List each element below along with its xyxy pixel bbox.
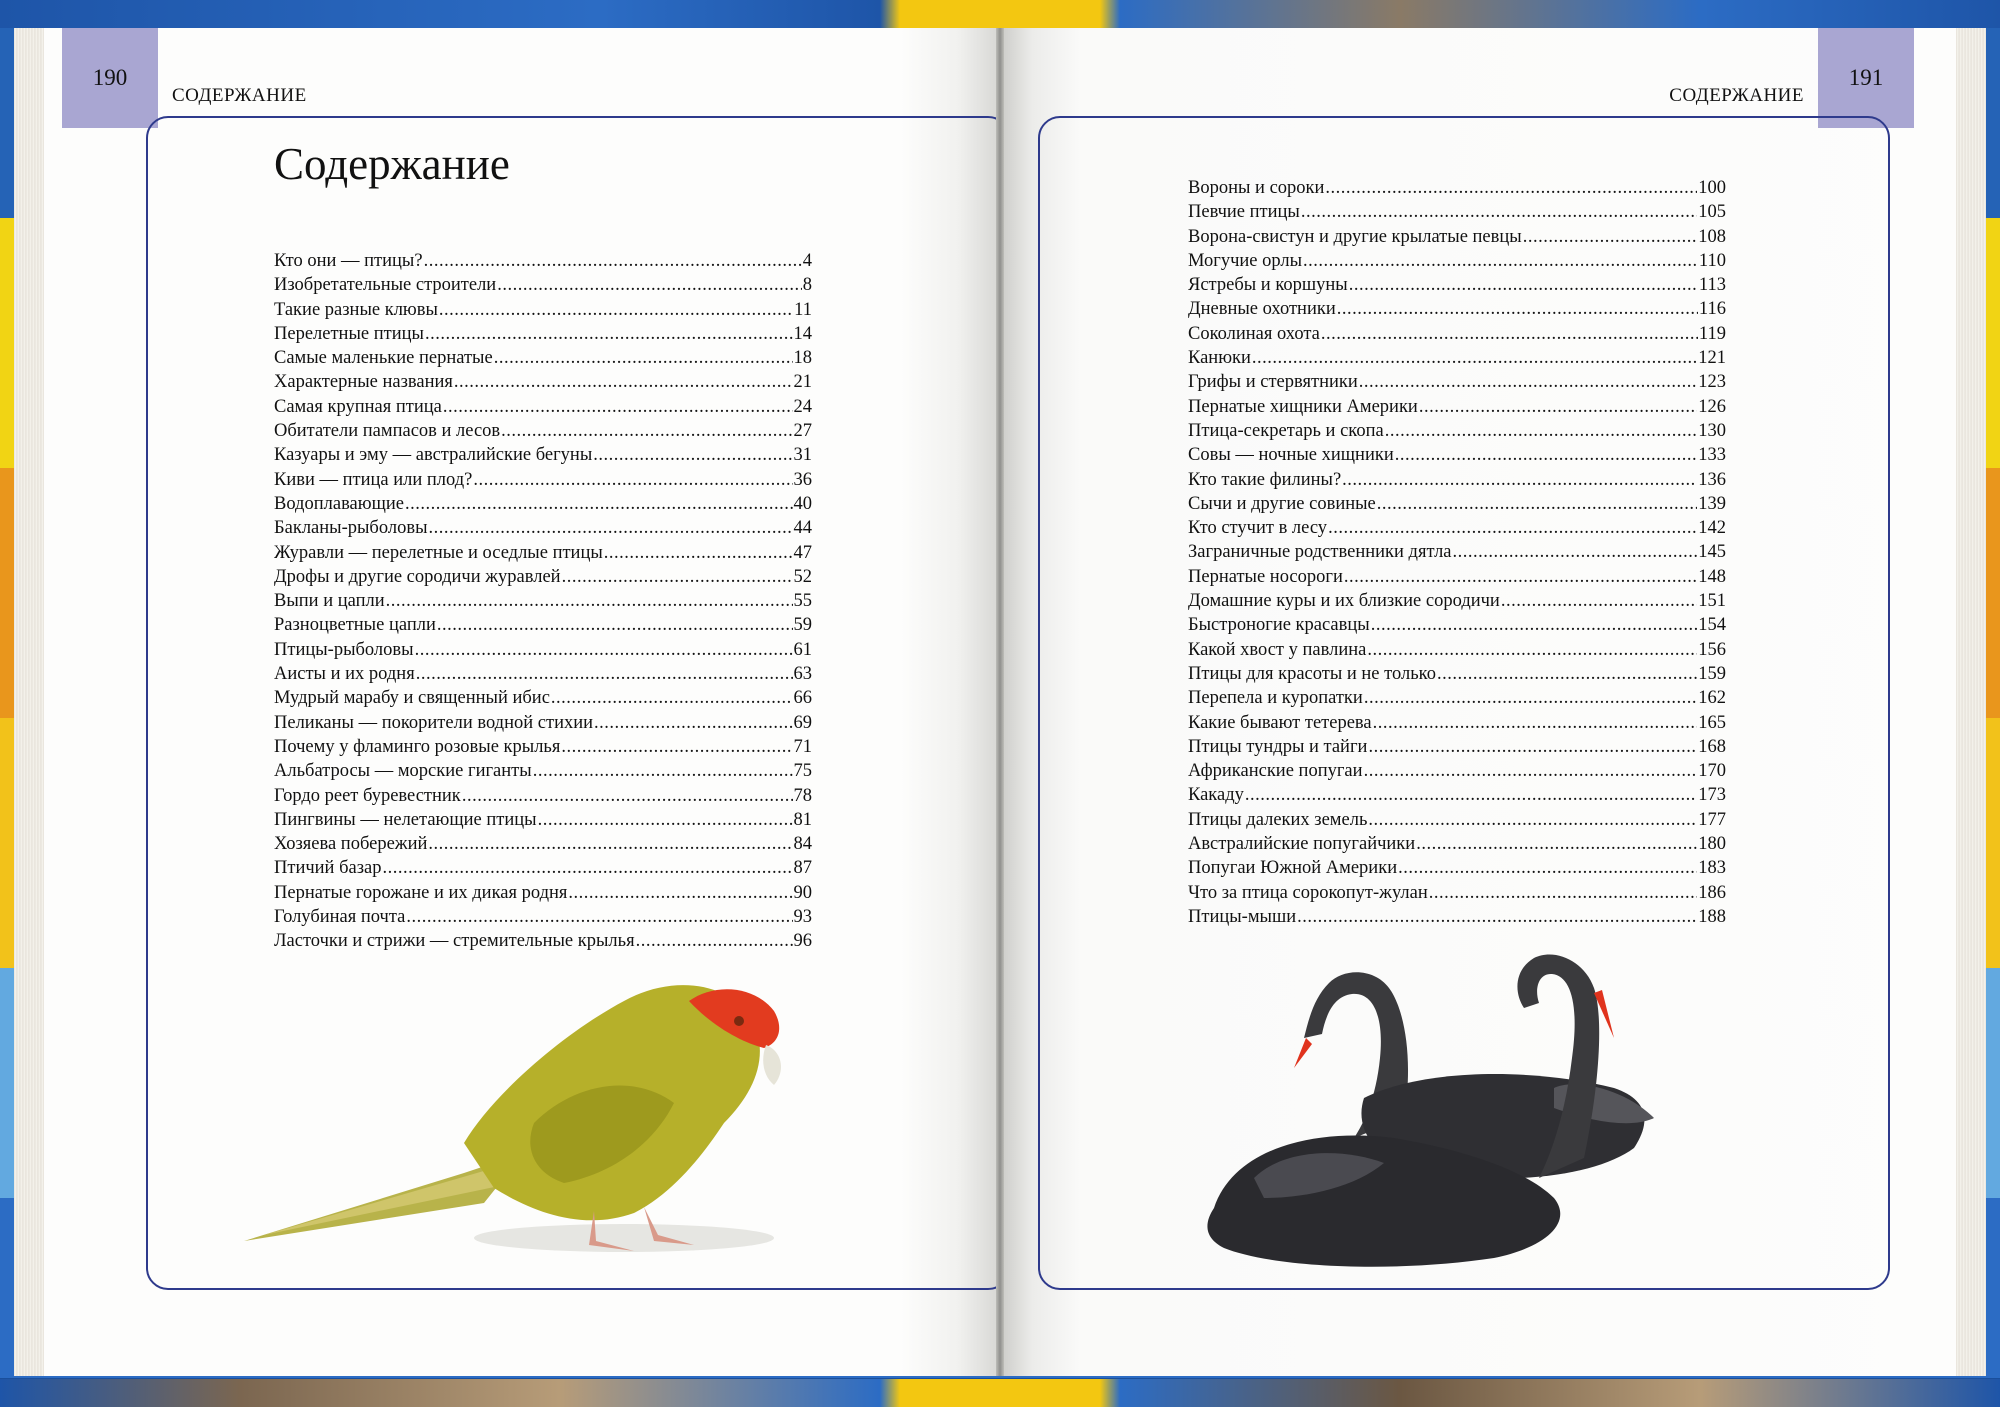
toc-entry bbox=[274, 370, 812, 394]
toc-leader-dots bbox=[497, 273, 802, 297]
toc-entry-page: 148 bbox=[1698, 566, 1726, 587]
toc-leader-dots bbox=[428, 832, 792, 856]
toc-entry-title: Попугаи Южной Америки bbox=[1188, 858, 1398, 879]
toc-entry-page: 84 bbox=[793, 834, 812, 855]
toc-entry-page: 4 bbox=[802, 251, 812, 271]
toc-entry bbox=[1188, 856, 1726, 880]
toc-entry-page: 162 bbox=[1698, 688, 1726, 709]
toc-leader-dots bbox=[473, 468, 792, 492]
toc-leader-dots bbox=[1321, 322, 1698, 346]
toc-leader-dots bbox=[1349, 273, 1698, 297]
toc-leader-dots bbox=[538, 808, 793, 832]
toc-leader-dots bbox=[1297, 905, 1697, 929]
toc-entry bbox=[274, 905, 812, 929]
toc-entry-title: Быстроногие красавцы bbox=[1188, 615, 1370, 636]
toc-list-right bbox=[1188, 176, 1726, 929]
toc-entry bbox=[274, 711, 812, 735]
parrot-illustration bbox=[234, 973, 834, 1263]
toc-entry bbox=[1188, 200, 1726, 224]
toc-entry-title: Птицы-рыболовы bbox=[274, 639, 414, 660]
toc-entry bbox=[274, 346, 812, 370]
toc-entry-title: Птица-секретарь и скопа bbox=[1188, 420, 1384, 441]
toc-entry-title: Гордо реет буревестник bbox=[274, 785, 461, 806]
toc-entry-page: 96 bbox=[793, 931, 812, 952]
toc-entry-page: 66 bbox=[793, 688, 812, 709]
toc-entry-page: 59 bbox=[793, 615, 812, 636]
toc-entry-title: Такие разные клювы bbox=[274, 299, 438, 320]
toc-entry-title: Перепела и куропатки bbox=[1188, 688, 1363, 709]
toc-entry bbox=[1188, 881, 1726, 905]
toc-entry bbox=[1188, 565, 1726, 589]
toc-leader-dots bbox=[416, 662, 793, 686]
toc-leader-dots bbox=[1398, 856, 1697, 880]
toc-entry-page: 63 bbox=[793, 664, 812, 685]
toc-entry bbox=[274, 662, 812, 686]
toc-entry-title: Мудрый марабу и священный ибис bbox=[274, 688, 550, 709]
toc-entry-page: 130 bbox=[1698, 420, 1726, 441]
toc-entry bbox=[274, 832, 812, 856]
toc-entry-page: 121 bbox=[1698, 348, 1726, 369]
toc-entry bbox=[1188, 273, 1726, 297]
toc-entry-title: Водоплавающие bbox=[274, 493, 404, 514]
toc-entry bbox=[1188, 297, 1726, 321]
toc-entry-title: Кто они — птицы? bbox=[274, 251, 423, 271]
toc-entry-title: Птичий базар bbox=[274, 858, 382, 879]
toc-entry-page: 173 bbox=[1698, 785, 1726, 806]
left-page bbox=[44, 28, 996, 1376]
toc-leader-dots bbox=[382, 856, 792, 880]
toc-leader-dots bbox=[454, 370, 793, 394]
toc-entry-title: Перелетные птицы bbox=[274, 323, 424, 344]
toc-entry-page: 71 bbox=[793, 736, 812, 757]
toc-entry bbox=[274, 492, 812, 516]
toc-entry bbox=[274, 395, 812, 419]
toc-entry bbox=[274, 808, 812, 832]
toc-leader-dots bbox=[1245, 783, 1697, 807]
toc-entry-page: 165 bbox=[1698, 712, 1726, 733]
toc-entry-page: 47 bbox=[793, 542, 812, 563]
toc-leader-dots bbox=[1359, 370, 1697, 394]
toc-entry bbox=[1188, 735, 1726, 759]
toc-leader-dots bbox=[1416, 832, 1697, 856]
page-number-tab-right bbox=[1818, 28, 1914, 128]
toc-leader-dots bbox=[1252, 346, 1697, 370]
page-number-tab-left bbox=[62, 28, 158, 128]
book-gutter bbox=[996, 28, 1004, 1376]
toc-leader-dots bbox=[1342, 468, 1697, 492]
toc-entry-page: 123 bbox=[1698, 372, 1726, 393]
toc-leader-dots bbox=[443, 395, 793, 419]
toc-entry-title: Дневные охотники bbox=[1188, 299, 1336, 320]
toc-entry-title: Бакланы-рыболовы bbox=[274, 518, 428, 539]
toc-leader-dots bbox=[1303, 249, 1698, 273]
toc-leader-dots bbox=[594, 711, 792, 735]
running-head-left: СОДЕРЖАНИЕ bbox=[172, 85, 307, 106]
toc-entry-title: Что за птица сорокопут-жулан bbox=[1188, 882, 1428, 903]
toc-leader-dots bbox=[405, 492, 793, 516]
toc-entry bbox=[1188, 662, 1726, 686]
toc-leader-dots bbox=[1368, 735, 1697, 759]
toc-entry-page: 110 bbox=[1698, 250, 1726, 271]
toc-entry bbox=[274, 929, 812, 953]
toc-leader-dots bbox=[424, 249, 802, 273]
toc-entry bbox=[1188, 322, 1726, 346]
toc-entry-page: 136 bbox=[1698, 469, 1726, 490]
toc-entry-title: Птицы далеких земель bbox=[1188, 809, 1368, 830]
toc-entry-title: Какой хвост у павлина bbox=[1188, 639, 1367, 660]
toc-entry-title: Киви — птица или плод? bbox=[274, 469, 473, 490]
toc-entry-title: Голубиная почта bbox=[274, 907, 406, 928]
toc-entry-title: Африканские попугаи bbox=[1188, 761, 1363, 782]
toc-entry bbox=[1188, 443, 1726, 467]
toc-entry bbox=[1188, 638, 1726, 662]
toc-leader-dots bbox=[1368, 808, 1697, 832]
toc-entry-page: 188 bbox=[1698, 906, 1726, 927]
toc-entry-page: 119 bbox=[1698, 323, 1726, 344]
toc-entry-title: Альбатросы — морские гиганты bbox=[274, 761, 532, 782]
toc-leader-dots bbox=[604, 541, 793, 565]
toc-entry-page: 133 bbox=[1698, 445, 1726, 466]
toc-entry-title: Канюки bbox=[1188, 348, 1251, 369]
toc-entry-title: Певчие птицы bbox=[1188, 202, 1300, 223]
toc-leader-dots bbox=[561, 735, 792, 759]
page-block-edge-left bbox=[14, 28, 44, 1376]
toc-leader-dots bbox=[406, 905, 792, 929]
toc-entry-page: 139 bbox=[1698, 493, 1726, 514]
toc-entry bbox=[274, 298, 812, 322]
toc-leader-dots bbox=[1437, 662, 1697, 686]
toc-entry-page: 156 bbox=[1698, 639, 1726, 660]
toc-leader-dots bbox=[1429, 881, 1698, 905]
toc-entry bbox=[274, 784, 812, 808]
toc-entry-title: Пингвины — нелетающие птицы bbox=[274, 809, 537, 830]
toc-entry bbox=[1188, 808, 1726, 832]
toc-entry-title: Ласточки и стрижи — стремительные крылья bbox=[274, 931, 635, 952]
toc-entry bbox=[1188, 395, 1726, 419]
toc-entry bbox=[274, 322, 812, 346]
toc-entry-page: 14 bbox=[793, 323, 812, 344]
toc-entry-page: 11 bbox=[794, 299, 812, 320]
toc-entry-title: Ворона-свистун и другие крылатые певцы bbox=[1188, 226, 1522, 247]
toc-entry-title: Кто такие филины? bbox=[1188, 469, 1342, 490]
toc-entry bbox=[274, 589, 812, 613]
toc-entry-title: Пернатые горожане и их дикая родня bbox=[274, 882, 568, 903]
toc-leader-dots bbox=[1367, 638, 1697, 662]
toc-entry bbox=[274, 759, 812, 783]
toc-entry bbox=[274, 516, 812, 540]
toc-leader-dots bbox=[501, 419, 792, 443]
toc-entry-page: 24 bbox=[793, 396, 812, 417]
toc-entry-title: Журавли — перелетные и оседлые птицы bbox=[274, 542, 603, 563]
toc-leader-dots bbox=[1523, 225, 1698, 249]
page-block-edge-right bbox=[1956, 28, 1986, 1376]
toc-entry bbox=[1188, 516, 1726, 540]
toc-entry-title: Какаду bbox=[1188, 785, 1244, 806]
toc-entry-title: Почему у фламинго розовые крылья bbox=[274, 736, 561, 757]
toc-entry-title: Какие бывают тетерева bbox=[1188, 712, 1372, 733]
toc-entry bbox=[1188, 613, 1726, 637]
toc-entry bbox=[1188, 783, 1726, 807]
toc-entry bbox=[1188, 832, 1726, 856]
right-page bbox=[1004, 28, 1956, 1376]
toc-leader-dots bbox=[462, 784, 793, 808]
toc-entry bbox=[1188, 419, 1726, 443]
toc-entry bbox=[274, 735, 812, 759]
toc-entry-title: Совы — ночные хищники bbox=[1188, 445, 1394, 466]
toc-entry bbox=[274, 419, 812, 443]
toc-entry-title: Разноцветные цапли bbox=[274, 615, 436, 636]
toc-leader-dots bbox=[415, 638, 793, 662]
toc-entry bbox=[1188, 492, 1726, 516]
toc-entry-page: 183 bbox=[1698, 858, 1726, 879]
toc-entry-title: Домашние куры и их близкие сородичи bbox=[1188, 591, 1500, 612]
toc-leader-dots bbox=[1419, 395, 1697, 419]
toc-entry bbox=[1188, 346, 1726, 370]
toc-leader-dots bbox=[1344, 565, 1697, 589]
toc-leader-dots bbox=[551, 686, 793, 710]
toc-entry-page: 27 bbox=[793, 421, 812, 442]
toc-entry-title: Пеликаны — покорители водной стихии bbox=[274, 712, 594, 733]
toc-leader-dots bbox=[1385, 419, 1698, 443]
toc-entry-page: 87 bbox=[793, 858, 812, 879]
toc-entry bbox=[1188, 759, 1726, 783]
toc-entry-page: 78 bbox=[793, 785, 812, 806]
toc-leader-dots bbox=[386, 589, 793, 613]
toc-entry-page: 180 bbox=[1698, 834, 1726, 855]
toc-entry-page: 177 bbox=[1698, 809, 1726, 830]
toc-entry-page: 40 bbox=[793, 493, 812, 514]
cover-bottom-edge bbox=[0, 1379, 2000, 1407]
toc-entry-page: 69 bbox=[793, 712, 812, 733]
toc-entry-title: Вороны и сороки bbox=[1188, 178, 1325, 198]
toc-entry-page: 75 bbox=[793, 761, 812, 782]
toc-leader-dots bbox=[1337, 297, 1698, 321]
toc-leader-dots bbox=[1364, 759, 1698, 783]
toc-entry-title: Пернатые носороги bbox=[1188, 566, 1343, 587]
toc-entry-title: Казуары и эму — австралийские бегуны bbox=[274, 445, 593, 466]
page-title: Содержание bbox=[274, 139, 510, 189]
toc-entry bbox=[1188, 176, 1726, 200]
toc-entry bbox=[274, 541, 812, 565]
toc-entry-title: Ястребы и коршуны bbox=[1188, 275, 1348, 296]
toc-entry-page: 21 bbox=[793, 372, 812, 393]
toc-entry-title: Дрофы и другие сородичи журавлей bbox=[274, 566, 561, 587]
toc-entry-page: 170 bbox=[1698, 761, 1726, 782]
toc-leader-dots bbox=[1501, 589, 1697, 613]
toc-entry-page: 145 bbox=[1698, 542, 1726, 563]
toc-leader-dots bbox=[568, 881, 792, 905]
toc-entry-page: 81 bbox=[793, 809, 812, 830]
toc-entry-page: 93 bbox=[793, 907, 812, 928]
toc-entry bbox=[274, 565, 812, 589]
toc-entry-title: Обитатели пампасов и лесов bbox=[274, 421, 501, 442]
toc-entry bbox=[1188, 540, 1726, 564]
toc-entry bbox=[1188, 589, 1726, 613]
toc-entry bbox=[274, 613, 812, 637]
toc-entry-page: 100 bbox=[1698, 178, 1726, 198]
toc-entry-page: 154 bbox=[1698, 615, 1726, 636]
toc-entry-page: 18 bbox=[793, 348, 812, 369]
toc-entry-title: Грифы и стервятники bbox=[1188, 372, 1358, 393]
toc-entry-title: Характерные названия bbox=[274, 372, 453, 393]
toc-leader-dots bbox=[593, 443, 792, 467]
toc-entry-page: 126 bbox=[1698, 396, 1726, 417]
toc-entry-page: 61 bbox=[793, 639, 812, 660]
toc-list-left bbox=[274, 249, 812, 954]
toc-leader-dots bbox=[1325, 176, 1697, 200]
toc-entry-title: Птицы тундры и тайги bbox=[1188, 736, 1368, 757]
toc-entry-page: 159 bbox=[1698, 663, 1726, 684]
black-swans-illustration bbox=[1194, 948, 1714, 1278]
toc-entry-page: 31 bbox=[793, 445, 812, 466]
toc-entry-title: Выпи и цапли bbox=[274, 591, 385, 612]
toc-entry bbox=[1188, 249, 1726, 273]
toc-leader-dots bbox=[1328, 516, 1697, 540]
toc-entry-page: 116 bbox=[1698, 299, 1726, 320]
toc-entry-title: Пернатые хищники Америки bbox=[1188, 396, 1418, 417]
toc-entry-page: 90 bbox=[793, 882, 812, 903]
toc-entry bbox=[274, 686, 812, 710]
toc-entry bbox=[274, 273, 812, 297]
toc-entry bbox=[1188, 686, 1726, 710]
toc-entry-page: 36 bbox=[793, 469, 812, 490]
toc-entry bbox=[274, 443, 812, 467]
toc-leader-dots bbox=[439, 298, 793, 322]
toc-leader-dots bbox=[429, 516, 793, 540]
toc-entry-title: Птицы-мыши bbox=[1188, 906, 1297, 927]
toc-entry-title: Кто стучит в лесу bbox=[1188, 518, 1328, 539]
toc-leader-dots bbox=[1371, 613, 1698, 637]
toc-entry-title: Аисты и их родня bbox=[274, 664, 415, 685]
toc-entry-page: 108 bbox=[1698, 226, 1726, 247]
toc-leader-dots bbox=[1453, 540, 1698, 564]
toc-entry bbox=[274, 249, 812, 273]
toc-entry bbox=[1188, 711, 1726, 735]
toc-entry bbox=[1188, 468, 1726, 492]
toc-entry-title: Птицы для красоты и не только bbox=[1188, 663, 1436, 684]
toc-leader-dots bbox=[1373, 711, 1698, 735]
toc-entry bbox=[274, 856, 812, 880]
toc-leader-dots bbox=[636, 929, 793, 953]
toc-entry-title: Могучие орлы bbox=[1188, 250, 1303, 271]
toc-entry-title: Соколиная охота bbox=[1188, 323, 1320, 344]
toc-entry-title: Изобретательные строители bbox=[274, 275, 497, 296]
toc-entry bbox=[274, 468, 812, 492]
toc-leader-dots bbox=[494, 346, 793, 370]
toc-leader-dots bbox=[1301, 200, 1697, 224]
toc-entry-page: 55 bbox=[793, 591, 812, 612]
running-head-right: СОДЕРЖАНИЕ bbox=[1669, 85, 1804, 106]
toc-leader-dots bbox=[533, 759, 793, 783]
toc-entry-title: Самые маленькие пернатые bbox=[274, 348, 493, 369]
toc-entry-title: Сычи и другие совиные bbox=[1188, 493, 1376, 514]
toc-entry bbox=[274, 638, 812, 662]
toc-entry-page: 151 bbox=[1698, 591, 1726, 612]
toc-leader-dots bbox=[562, 565, 793, 589]
toc-entry bbox=[1188, 905, 1726, 929]
toc-leader-dots bbox=[1377, 492, 1697, 516]
toc-entry bbox=[1188, 370, 1726, 394]
toc-entry-page: 186 bbox=[1698, 882, 1726, 903]
toc-entry-title: Заграничные родственники дятла bbox=[1188, 542, 1452, 563]
toc-leader-dots bbox=[425, 322, 793, 346]
toc-entry-page: 105 bbox=[1698, 202, 1726, 223]
toc-entry-title: Хозяева побережий bbox=[274, 834, 428, 855]
toc-entry-page: 142 bbox=[1698, 518, 1726, 539]
toc-leader-dots bbox=[1395, 443, 1698, 467]
toc-leader-dots bbox=[437, 613, 793, 637]
toc-entry bbox=[1188, 225, 1726, 249]
toc-entry-page: 168 bbox=[1698, 736, 1726, 757]
toc-entry bbox=[274, 881, 812, 905]
toc-entry-page: 44 bbox=[793, 518, 812, 539]
page-number-right: 191 bbox=[1848, 65, 1884, 90]
toc-entry-title: Самая крупная птица bbox=[274, 396, 442, 417]
toc-entry-title: Австралийские попугайчики bbox=[1188, 834, 1416, 855]
toc-entry-page: 113 bbox=[1698, 275, 1726, 296]
toc-entry-page: 52 bbox=[793, 566, 812, 587]
toc-entry-page: 8 bbox=[802, 275, 812, 296]
page-number-left: 190 bbox=[92, 65, 128, 90]
toc-leader-dots bbox=[1364, 686, 1697, 710]
cover-top-edge bbox=[0, 0, 2000, 28]
